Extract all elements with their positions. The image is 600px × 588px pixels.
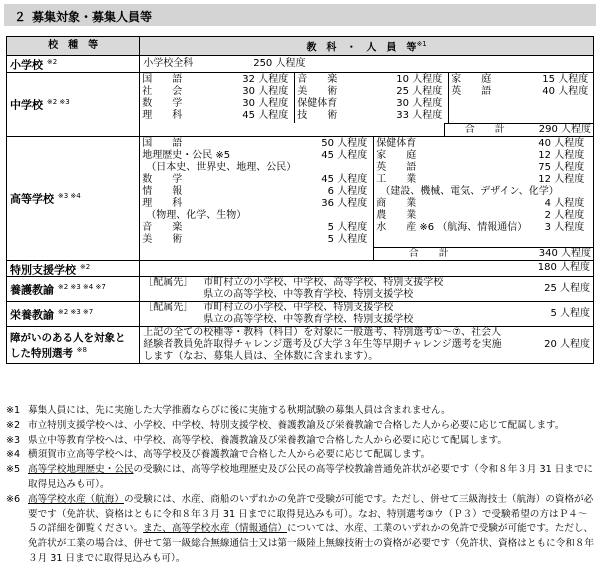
header-subjects: 教 科 ・ 人 員 等$^{※1}$: [140, 37, 594, 56]
high-count: 45 人程度: [321, 173, 368, 185]
junior-count: 25 人程度: [396, 85, 443, 97]
high-row: [376, 210, 584, 222]
high-row: [142, 186, 367, 198]
high-count: 4 人程度: [544, 197, 585, 209]
high-subject: 国 語: [142, 137, 183, 149]
high-row: [376, 150, 584, 162]
high-count: 5 人程度: [327, 233, 368, 245]
footnote: [6, 463, 596, 493]
high-count: 75 人程度: [538, 161, 585, 173]
footnote-mark: ※6: [6, 493, 21, 505]
junior-subject: 家 庭: [451, 73, 492, 85]
footnote: [6, 448, 596, 463]
junior-count: 10 人程度: [396, 73, 443, 85]
high-subject: 農 業: [376, 209, 417, 221]
junior-row: [451, 86, 588, 98]
eiyo-line2: 県立の高等学校、中等教育学校、特別支援学校: [203, 314, 414, 326]
junior-subject: 音 楽: [297, 73, 338, 85]
section-title-bar: [4, 4, 596, 26]
junior-row: [142, 110, 288, 122]
disability-detail: [140, 327, 594, 364]
high-count: 50 人程度: [321, 137, 368, 149]
junior-row: [142, 74, 288, 86]
high-row: [142, 210, 367, 222]
junior-count: 40 人程度: [542, 85, 589, 97]
label-high: 高等学校 $^{※3 ※4}$: [7, 136, 140, 260]
high-count: 5 人程度: [327, 221, 368, 233]
footnote-mark: ※3: [6, 434, 21, 446]
eiyo-line1: 市町村立の小学校、中学校、特別支援学校: [203, 302, 394, 314]
high-row: [376, 174, 584, 186]
high-count: 12 人程度: [538, 173, 585, 185]
high-subject: （日本史、世界史、地理、公民）: [146, 161, 297, 173]
eiyo-tag: ［配属先］: [143, 302, 194, 314]
junior-count: 30 人程度: [242, 85, 289, 97]
label-yogo: 養護教諭 $^{※2 ※3 ※4 ※7}$: [7, 277, 140, 302]
footnote: [6, 419, 596, 434]
high-count: 40 人程度: [538, 137, 585, 149]
junior-count: 32 人程度: [242, 73, 289, 85]
footnote-mark: ※4: [6, 449, 21, 461]
high-row: [376, 222, 584, 234]
row-elementary: [7, 56, 594, 73]
high-row: [142, 162, 367, 174]
disability-count: 20 人程度: [544, 339, 590, 351]
label-special: 特別支援学校 $^{※2}$: [7, 260, 140, 277]
junior-count: 15 人程度: [542, 73, 589, 85]
high-detail: [140, 136, 594, 260]
yogo-detail: [140, 277, 594, 302]
junior-subject: 技 術: [297, 109, 338, 121]
footnote-text: 高等学校水産（航海）の受験には、水産、商船のいずれかの免許で受験が可能です。ただし、併せて三級海技士（航海）の資格が必要です（免許状、資格はともに令和８年３月 31 日までに取得見込みも可）。なお、特別選考③ウ（Ｐ３）で受験希望の方はＰ４～５の詳細を御覧ください。また、高等学校水産（情報通信）については、水産、工業のいずれかの免許で受験が可能です。ただし、免許状が工業の場合は、併せて第一級総合無線通信士又は第一級陸上無線技術士の資格が必要です（免許状、資格はともに令和８年３月 31 日までに取得見込みも可）。: [28, 493, 595, 564]
junior-row: [451, 74, 588, 86]
junior-count: 45 人程度: [242, 109, 289, 121]
junior-subject: 理 科: [142, 109, 183, 121]
high-row: [142, 234, 367, 246]
high-subject: 理 科: [142, 197, 183, 209]
yogo-tag: ［配属先］: [143, 277, 194, 289]
high-subject: 音 楽: [142, 221, 183, 233]
row-high: [7, 136, 594, 260]
high-row: [142, 138, 367, 150]
footnote: [6, 434, 596, 449]
footnote-text: 高等学校地理歴史・公民の受験には、高等学校地理歴史及び公民の高等学校教諭普通免許状が必要です（令和８年３月 31 日までに取得見込みも可）。: [28, 464, 594, 490]
junior-subject: 保健体育: [297, 97, 338, 109]
junior-row: [142, 86, 288, 98]
label-eiyo: 栄養教諭 $^{※2 ※3 ※7}$: [7, 302, 140, 327]
high-row: [376, 162, 584, 174]
footnote-mark: ※1: [6, 405, 21, 416]
section-number: ２: [14, 10, 27, 24]
high-subject: 数 学: [142, 173, 183, 185]
label-disability: 障がいのある人を対象と した特別選考 $^{※8}$: [7, 327, 140, 364]
high-subject: （建設、機械、電気、デザイン、化学）: [380, 185, 559, 197]
high-subject: 工 業: [376, 173, 417, 185]
footnote-text: 横須賀市立高等学校へは、高等学校及び養護教諭で合格した人から必要に応じて配属します。: [28, 449, 431, 461]
high-subject: 商 業: [376, 197, 417, 209]
junior-row: [297, 110, 442, 122]
high-row: [376, 138, 584, 150]
junior-count: 30 人程度: [242, 97, 289, 109]
high-count: 2 人程度: [544, 209, 585, 221]
elementary-detail: 小学校全科 250 人程度: [140, 56, 594, 73]
high-count: 6 人程度: [327, 185, 368, 197]
junior-subject: 国 語: [142, 73, 183, 85]
yogo-count: 25 人程度: [544, 283, 590, 295]
row-disability: [7, 327, 594, 364]
high-row: [142, 198, 367, 210]
junior-total: 合 計 290 人程度: [444, 123, 593, 136]
high-count: 45 人程度: [321, 149, 368, 161]
row-yogo: [7, 277, 594, 302]
high-count: 3 人程度: [544, 221, 585, 233]
label-elementary: 小学校 $^{※2}$: [7, 56, 140, 73]
high-subject: 水 産 ※6 （航海、情報通信）: [376, 221, 528, 233]
row-junior: [7, 72, 594, 136]
junior-count: 30 人程度: [396, 97, 443, 109]
high-subject: （物理、化学、生物）: [146, 209, 247, 221]
high-subject: 家 庭: [376, 149, 417, 161]
high-row: [376, 186, 584, 198]
footnote-mark: ※5: [6, 464, 21, 476]
special-count: 180 人程度: [140, 260, 594, 277]
row-special: [7, 260, 594, 277]
footnote-text: 市立特別支援学校へは、小学校、中学校、特別支援学校、養護教諭及び栄養教諭で合格した人から必要に応じて配属します。: [28, 419, 565, 431]
junior-row: [142, 98, 288, 110]
footnote-text: 募集人員には、先に実施した大学推薦ならびに後に実施する秋期試験の募集人員は含まれません。: [28, 405, 451, 416]
junior-row: [297, 98, 442, 110]
footnotes: [6, 404, 596, 567]
junior-row: [297, 74, 442, 86]
high-count: 12 人程度: [538, 149, 585, 161]
junior-detail: [140, 72, 594, 136]
footnote: [6, 404, 596, 419]
high-subject: 地理歴史・公民 ※5: [142, 149, 231, 161]
junior-subject: 美 術: [297, 85, 338, 97]
junior-subject: 英 語: [451, 85, 492, 97]
recruitment-table: [6, 36, 594, 364]
label-junior: 中学校 $^{※2 ※3}$: [7, 72, 140, 136]
row-eiyo: [7, 302, 594, 327]
high-subject: 保健体育: [376, 137, 417, 149]
high-subject: 美 術: [142, 233, 183, 245]
high-row: [142, 174, 367, 186]
junior-subject: 社 会: [142, 85, 183, 97]
junior-subject: 数 学: [142, 97, 183, 109]
junior-count: 33 人程度: [396, 109, 443, 121]
table-header: [7, 37, 594, 56]
high-subject: 英 語: [376, 161, 417, 173]
high-row: [142, 150, 367, 162]
yogo-line2: 県立の高等学校、中等教育学校、特別支援学校: [203, 289, 414, 301]
footnote-mark: ※2: [6, 419, 21, 431]
high-total: 合 計 340 人程度: [373, 247, 593, 260]
high-row: [142, 222, 367, 234]
footnote-text: 県立中等教育学校へは、中学校、高等学校、養護教諭及び栄養教諭で合格した人から必要に応じて配属します。: [28, 434, 507, 446]
footnote: [6, 493, 596, 567]
section-title: 募集対象・募集人員等: [32, 10, 153, 24]
high-count: 36 人程度: [321, 197, 368, 209]
high-subject: 情 報: [142, 185, 183, 197]
eiyo-detail: [140, 302, 594, 327]
high-row: [376, 198, 584, 210]
eiyo-count: 5 人程度: [550, 308, 590, 320]
header-school-type: 校 種 等: [7, 37, 140, 56]
disability-text: 上記の全ての校種等・教科（科目）を対象に一般選考、特別選考①～⑦、社会人経験者教員免許取得チャレンジ選考及び大学３年生等早期チャレンジ選考を実施します（なお、募集人員は、全体数に含まれます）。: [143, 327, 502, 363]
junior-row: [297, 86, 442, 98]
yogo-line1: 市町村立の小学校、中学校、高等学校、特別支援学校: [203, 277, 444, 289]
